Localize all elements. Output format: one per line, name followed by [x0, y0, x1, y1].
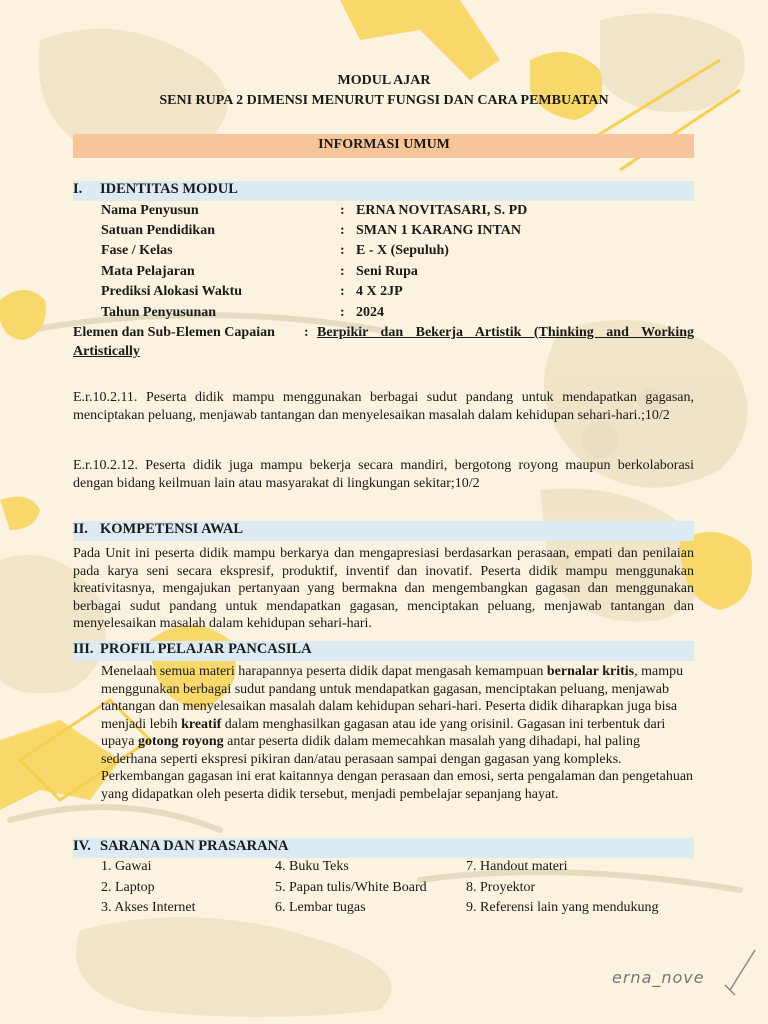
informasi-umum-heading: INFORMASI UMUM: [318, 137, 450, 152]
sarana-item: 8. Proyektor: [466, 880, 536, 895]
section-number: III.: [73, 641, 94, 657]
identity-label: Fase / Kelas: [101, 243, 173, 258]
elemen-colon: :: [304, 325, 309, 340]
profil-paragraph: [101, 663, 694, 803]
sarana-item: 2. Laptop: [101, 880, 155, 895]
identity-value: 4 X 2JP: [356, 284, 403, 299]
section-number: IV.: [73, 838, 91, 854]
profil-bold: gotong royong: [137, 734, 224, 749]
identity-colon: :: [340, 264, 345, 279]
section-heading-kompetensi: [73, 521, 243, 538]
sarana-item: 7. Handout materi: [466, 859, 568, 874]
author-signature: erna_nove: [612, 968, 705, 987]
learning-outcome-paragraph: E.r.10.2.11. Peserta didik mampu menggunakan berbagai sudut pandang untuk mendapatkan gagasan, menciptakan peluang, menjawab tantangan dan menyelesaikan masalah dalam kehidupan sehari-hari.;10/2: [73, 390, 694, 423]
learning-outcome-paragraph: E.r.10.2.12. Peserta didik juga mampu bekerja secara mandiri, bergotong royong maupun berkolaborasi dengan bidang keilmuan lain atau masyarakat di lingkungan sekitar;10/2: [73, 458, 694, 491]
identity-label: Tahun Penyusunan: [101, 305, 217, 320]
sarana-item: 3. Akses Internet: [101, 900, 196, 915]
section-number: II.: [73, 521, 88, 537]
document-subtitle: SENI RUPA 2 DIMENSI MENURUT FUNGSI DAN CARA PEMBUATAN: [159, 93, 609, 108]
identity-value: Seni Rupa: [356, 264, 418, 279]
sarana-item: 5. Papan tulis/White Board: [275, 880, 427, 895]
profil-text: , mampu menggunakan berbagai sudut pandang untuk mendapatkan gagasan, menciptakan peluang, menjawab tantangan dan menyelesaikan masalah dalam kehidupan sehari-hari. Peserta didik diharapkan juga bisa menjadi lebih: [101, 664, 684, 732]
identity-label: Satuan Pendidikan: [101, 223, 215, 238]
identity-label: Nama Penyusun: [101, 203, 199, 218]
identity-colon: :: [340, 284, 345, 299]
sarana-item: 9. Referensi lain yang mendukung: [466, 900, 659, 915]
elemen-value: Berpikir dan Bekerja Artistik (Thinking and Working: [317, 325, 694, 340]
section-heading-profil: [73, 641, 312, 658]
identity-label: Prediksi Alokasi Waktu: [101, 284, 243, 299]
identity-colon: :: [340, 203, 345, 218]
elemen-label: Elemen dan Sub-Elemen Capaian: [73, 325, 275, 340]
identity-colon: :: [340, 305, 345, 320]
elemen-value-continued: Artistically: [73, 344, 140, 359]
identity-value: SMAN 1 KARANG INTAN: [356, 223, 522, 238]
section-title: IDENTITAS MODUL: [100, 181, 238, 197]
sarana-item: 6. Lembar tugas: [275, 900, 366, 915]
profil-text: dalam menghasilkan gagasan atau ide yang orisinil. Gagasan ini terbentuk dari upaya: [101, 716, 666, 749]
section-number: I.: [73, 181, 83, 197]
identity-value: ERNA NOVITASARI, S. PD: [356, 203, 528, 218]
profil-bold: kreatif: [181, 716, 222, 732]
document-title: MODUL AJAR: [337, 73, 431, 88]
identity-value: E - X (Sepuluh): [356, 243, 449, 258]
profil-text: antar peserta didik dalam memecahkan masalah yang dihadapi, hal paling sederhana seperti ekspresi pikiran dan/atau perasaan sampai dengan gagasan yang kompleks. Perkembangan gagasan ini erat kaitannya dengan perasaan dan emosi, serta pengalaman dan pengetahuan yang didapatkan oleh peserta didik tersebut, menjadi pembelajar sepanjang hayat.: [101, 734, 694, 802]
section-title: SARANA DAN PRASARANA: [100, 838, 289, 854]
section-heading-identitas: [73, 181, 238, 198]
identity-colon: :: [340, 223, 345, 238]
identity-value: 2024: [356, 305, 384, 320]
section-heading-sarana: [73, 838, 289, 855]
section-title: KOMPETENSI AWAL: [100, 521, 244, 537]
profil-text: Menelaah semua materi harapannya peserta didik dapat mengasah kemampuan: [101, 664, 547, 679]
identity-colon: :: [340, 243, 345, 258]
section-title: PROFIL PELAJAR PANCASILA: [100, 641, 312, 657]
identity-label: Mata Pelajaran: [101, 264, 195, 279]
sarana-item: 4. Buku Teks: [275, 859, 349, 874]
profil-bold: bernalar kritis: [546, 664, 635, 679]
kompetensi-paragraph: Pada Unit ini peserta didik mampu berkarya dan mengapresiasi berdasarkan perasaan, empati dan penilaian pada karya seni secara ekspresif, produktif, inventif dan inovatif. Peserta didik mampu menggunakan kreativitasnya, mengajukan pertanyaan yang bermakna dan mengembangkan gagasan dan menggunakan berbagai sudut pandang untuk mendapatkan gagasan, menciptakan peluang, menjawab tantangan dan menyelesaikan masalah dalam kehidupan sehari-hari.: [73, 546, 694, 631]
sarana-item: 1. Gawai: [101, 859, 152, 874]
